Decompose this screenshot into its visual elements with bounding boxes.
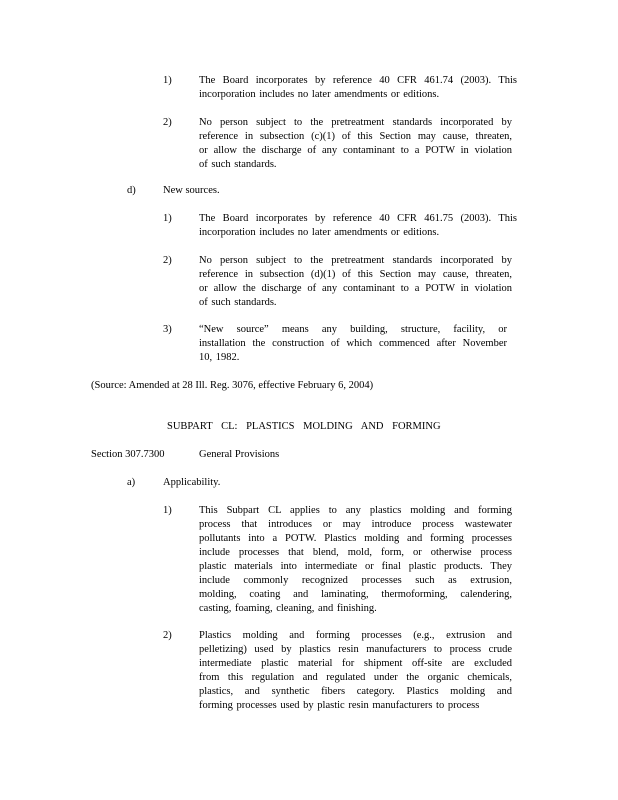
text-line: Plastics molding and forming processes (e.g., extrusion and: [199, 630, 512, 641]
text-line: or allow the discharge of any contaminant to a POTW in violation: [199, 283, 512, 294]
text-line: casting, foaming, cleaning, and finishing.: [199, 603, 377, 614]
text-line: This Subpart CL applies to any plastics molding and forming: [199, 505, 512, 516]
item-number: 1): [163, 505, 172, 516]
text-line: pollutants into a POTW. Plastics molding and forming processes: [199, 533, 512, 544]
text-line: include processes that blend, mold, form, or otherwise process: [199, 547, 512, 558]
item-number: 2): [163, 255, 172, 266]
text-line: reference in subsection (d)(1) of this Section may cause, threaten,: [199, 269, 512, 280]
item-number: 1): [163, 75, 172, 86]
text-line: from this regulation and regulated under the organic chemicals,: [199, 672, 512, 683]
text-line: plastic materials into intermediate or final plastic products. They: [199, 561, 512, 572]
paragraph-d3: [199, 323, 507, 365]
section-title: General Provisions: [199, 449, 280, 460]
subsection-heading: Applicability.: [163, 477, 221, 488]
text-line: forming processes used by plastic resin manufacturers to process: [199, 700, 480, 711]
item-number: 3): [163, 324, 172, 335]
item-number: 1): [163, 213, 172, 224]
source-note: (Source: Amended at 28 Ill. Reg. 3076, effective February 6, 2004): [91, 380, 374, 391]
subsection-label: a): [127, 477, 136, 488]
section-number: Section 307.7300: [91, 449, 165, 460]
text-line: or allow the discharge of any contaminant to a POTW in violation: [199, 145, 512, 156]
text-line: of such standards.: [199, 159, 277, 170]
paragraph-d2: [199, 254, 512, 310]
text-line: incorporation includes no later amendments or editions.: [199, 227, 440, 238]
paragraph-c1: [199, 74, 517, 102]
item-number: 2): [163, 117, 172, 128]
text-line: pelletizing) used by plastics resin manufacturers to process crude: [199, 644, 512, 655]
paragraph-a1: [199, 504, 512, 616]
text-line: molding, coating and laminating, thermoforming, calendering,: [199, 589, 512, 600]
text-line: No person subject to the pretreatment standards incorporated by: [199, 255, 512, 266]
text-line: No person subject to the pretreatment standards incorporated by: [199, 117, 512, 128]
text-line: The Board incorporates by reference 40 CFR 461.74 (2003). This: [199, 75, 517, 86]
text-line: intermediate plastic material for shipment off-site are excluded: [199, 658, 512, 669]
text-line: reference in subsection (c)(1) of this Section may cause, threaten,: [199, 131, 512, 142]
paragraph-d1: [199, 212, 517, 240]
text-line: of such standards.: [199, 297, 277, 308]
subsection-heading: New sources.: [163, 185, 220, 196]
text-line: The Board incorporates by reference 40 CFR 461.75 (2003). This: [199, 213, 517, 224]
text-line: installation the construction of which commenced after November: [199, 338, 507, 349]
text-line: incorporation includes no later amendments or editions.: [199, 89, 440, 100]
paragraph-c2: [199, 116, 512, 172]
subsection-label: d): [127, 185, 136, 196]
text-line: process that introduces or may introduce process wastewater: [199, 519, 512, 530]
text-line: include commonly recognized processes such as extrusion,: [199, 575, 512, 586]
text-line: 10, 1982.: [199, 352, 240, 363]
paragraph-a2: [199, 629, 512, 713]
subpart-title: SUBPART CL: PLASTICS MOLDING AND FORMING: [167, 421, 441, 432]
item-number: 2): [163, 630, 172, 641]
text-line: plastics, and synthetic fibers category. Plastics molding and: [199, 686, 512, 697]
text-line: “New source” means any building, structure, facility, or: [199, 324, 507, 335]
